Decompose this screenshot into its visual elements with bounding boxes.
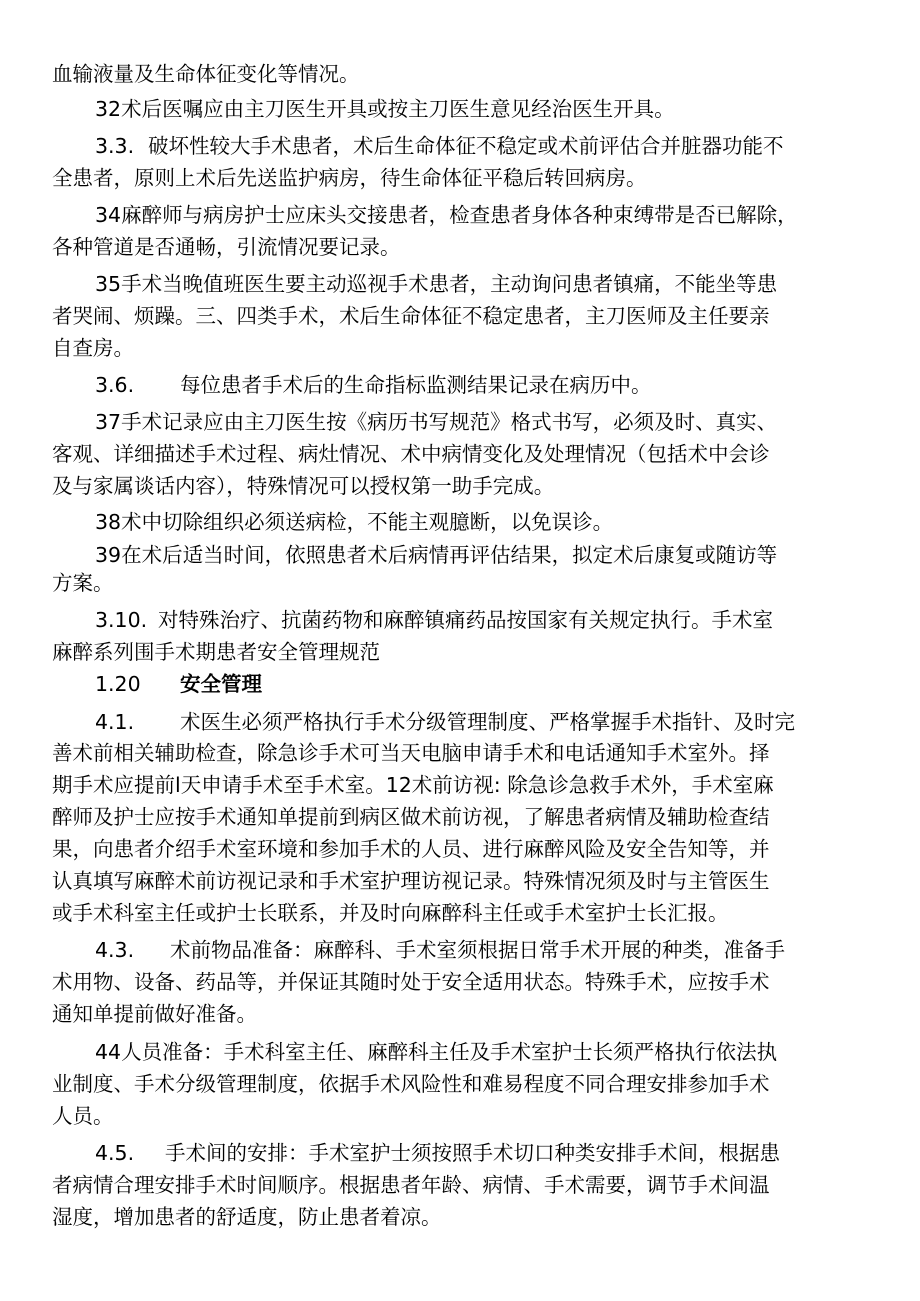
paragraph-number: 3.6. <box>95 373 135 397</box>
paragraph-line: 人员。 <box>52 1104 114 1128</box>
paragraph-line: 醉师及护士应按手术通知单提前到病区做术前访视，了解患者病情及辅助检查结 <box>52 805 770 829</box>
paragraph-line: 血输液量及生命体征变化等情况。 <box>52 62 360 86</box>
section-number: 1.20 <box>95 672 141 696</box>
paragraph-line: 或手术科室主任或护士长联系，并及时向麻醉科主任或手术室护士长汇报。 <box>52 901 729 925</box>
paragraph-line: 32术后医嘱应由主刀医生开具或按主刀医生意见经治医生开具。 <box>95 97 675 121</box>
paragraph-line: 破坏性较大手术患者，术后生命体征不稳定或术前评估合并脏器功能不 <box>148 134 784 158</box>
paragraph-line: 38术中切除组织必须送病检，不能主观臆断，以免误诊。 <box>95 510 614 534</box>
paragraph-line: 全患者，原则上术后先送监护病房，待生命体征平稳后转回病房。 <box>52 166 647 190</box>
paragraph-number: 3.3. <box>95 134 135 158</box>
paragraph-line: 术前物品准备：麻醉科、手术室须根据日常手术开展的种类，准备手 <box>170 938 785 962</box>
paragraph-number: 4.3. <box>95 938 135 962</box>
paragraph-line: 35手术当晚值班医生要主动巡视手术患者，主动询问患者镇痛，不能坐等患 <box>95 272 778 296</box>
paragraph-line: 客观、详细描述手术过程、病灶情况、术中病情变化及处理情况（包括术中会诊 <box>52 442 770 466</box>
paragraph-line: 39在术后适当时间，依照患者术后病情再评估结果，拟定术后康复或随访等 <box>95 543 778 567</box>
paragraph-line: 自查房。 <box>52 336 134 360</box>
paragraph-line: 术用物、设备、药品等，并保证其随时处于安全适用状态。特殊手术，应按手术 <box>52 970 770 994</box>
paragraph-line: 者病情合理安排手术时间顺序。根据患者年龄、病情、手术需要，调节手术间温 <box>52 1173 770 1197</box>
paragraph-line: 湿度，增加患者的舒适度，防止患者着凉。 <box>52 1205 442 1229</box>
paragraph-line: 每位患者手术后的生命指标监测结果记录在病历中。 <box>180 373 652 397</box>
paragraph-line: 果，向患者介绍手术室环境和参加手术的人员、进行麻醉风险及安全告知等，并 <box>52 837 770 861</box>
paragraph-line: 认真填写麻醉术前访视记录和手术室护理访视记录。特殊情况须及时与主管医生 <box>52 869 770 893</box>
paragraph-line: 麻醉系列围手术期患者安全管理规范 <box>52 640 380 664</box>
paragraph-line: 37手术记录应由主刀医生按《病历书写规范》格式书写，必须及时、真实、 <box>95 410 778 434</box>
paragraph-line: 各种管道是否通畅，引流情况要记录。 <box>52 235 401 259</box>
paragraph-number: 4.5. <box>95 1141 135 1165</box>
paragraph-line: 术医生必须严格执行手术分级管理制度、严格掌握手术指针、及时完 <box>180 710 795 734</box>
paragraph-line: 者哭闹、烦躁。三、四类手术，术后生命体征不稳定患者，主刀医师及主任要亲 <box>52 304 770 328</box>
paragraph-line: 对特殊治疗、抗菌药物和麻醉镇痛药品按国家有关规定执行。手术室 <box>158 608 773 632</box>
paragraph-number: 3.10. <box>95 608 148 632</box>
paragraph-line: 44人员准备：手术科室主任、麻醉科主任及手术室护士长须严格执行依法执 <box>95 1040 778 1064</box>
section-heading: 安全管理 <box>180 672 262 696</box>
paragraph-line: 通知单提前做好准备。 <box>52 1002 257 1026</box>
paragraph-line: 34麻醉师与病房护士应床头交接患者，检查患者身体各种束缚带是否已解除， <box>95 203 798 227</box>
paragraph-number: 4.1. <box>95 710 135 734</box>
paragraph-line: 及与家属谈话内容），特殊情况可以授权第一助手完成。 <box>52 474 555 498</box>
paragraph-line: 善术前相关辅助检查，除急诊手术可当天电脑申请手术和电话通知手术室外。择 <box>52 741 770 765</box>
paragraph-line: 业制度、手术分级管理制度，依据手术风险性和难易程度不同合理安排参加手术 <box>52 1072 770 1096</box>
paragraph-line: 方案。 <box>52 571 114 595</box>
paragraph-line: 期手术应提前l天申请手术至手术室。12术前访视: 除急诊急救手术外，手术室麻 <box>52 773 774 797</box>
paragraph-line: 手术间的安排：手术室护士须按照手术切口种类安排手术间，根据患 <box>165 1141 780 1165</box>
